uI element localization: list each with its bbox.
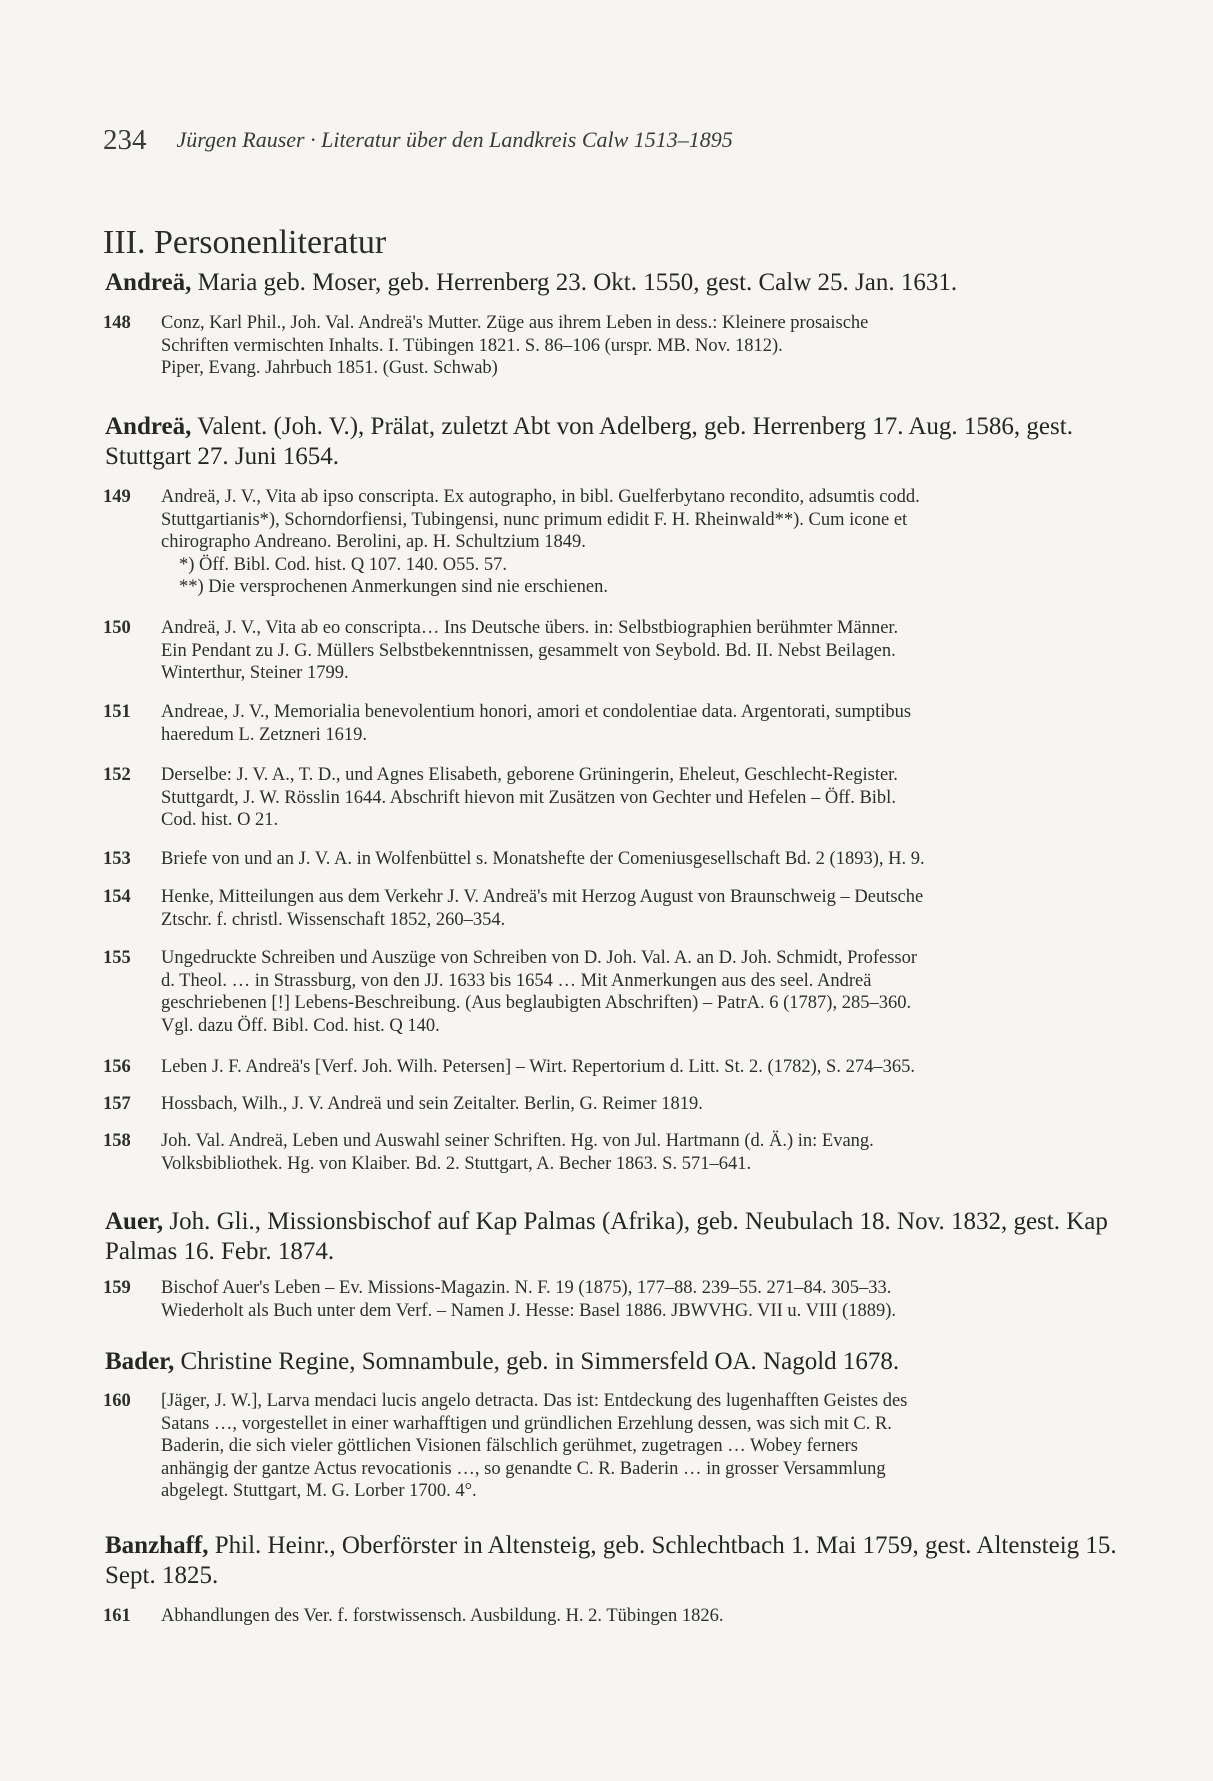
bibliography-entry — [103, 486, 1133, 599]
entry-line: Vgl. dazu Öff. Bibl. Cod. hist. Q 140. — [161, 1015, 440, 1036]
entry-line: anhängig der gantze Actus revocationis …, so genandte C. R. Baderin … in grosser Versammlung — [161, 1458, 886, 1479]
footnote: *) Öff. Bibl. Cod. hist. Q 107. 140. O55. 57. — [179, 554, 508, 575]
entry-number: 155 — [103, 948, 131, 968]
entry-line: Stuttgardt, J. W. Rösslin 1644. Abschrift hievon mit Zusätzen von Gechter und Hefelen – Öff. Bibl. — [161, 787, 896, 808]
entry-line: Volksbibliothek. Hg. von Klaiber. Bd. 2. Stuttgart, A. Becher 1863. S. 571–641. — [161, 1153, 752, 1174]
bibliography-entry — [103, 1056, 1133, 1079]
person-desc: Christine Regine, Somnambule, geb. in Simmersfeld OA. Nagold 1678. — [174, 1348, 900, 1375]
entry-line: Ein Pendant zu J. G. Müllers Selbstbekenntnissen, gesammelt von Seybold. Bd. II. Nebst Beilagen. — [161, 640, 896, 661]
person-heading — [105, 412, 1130, 472]
section-title: III. Personenliteratur — [103, 224, 387, 261]
entry-number: 160 — [103, 1391, 131, 1411]
entry-line: Wiederholt als Buch unter dem Verf. – Namen J. Hesse: Basel 1886. JBWVHG. VII u. VIII (1889). — [161, 1300, 896, 1321]
person-name: Auer, — [105, 1208, 164, 1235]
entry-line: Cod. hist. O 21. — [161, 810, 279, 830]
entry-line: Ungedruckte Schreiben und Auszüge von Schreiben von D. Joh. Val. A. an D. Joh. Schmidt, Professor — [161, 948, 917, 968]
entry-line: Derselbe: J. V. A., T. D., und Agnes Elisabeth, geborene Grüningerin, Eheleut, Geschlecht-Register. — [161, 765, 898, 785]
person-desc: Phil. Heinr., Oberförster in Altensteig, geb. Schlechtbach 1. Mai 1759, gest. Altensteig 15. Sept. 1825. — [105, 1532, 1117, 1589]
bibliography-entry — [103, 764, 1133, 832]
bibliography-entry — [103, 947, 1133, 1037]
footnote: **) Die versprochenen Anmerkungen sind nie erschienen. — [179, 577, 608, 597]
running-title: Jürgen Rauser · Literatur über den Landkreis Calw 1513–1895 — [176, 127, 733, 152]
entry-line: Henke, Mitteilungen aus dem Verkehr J. V. Andreä's mit Herzog August von Braunschweig – Deutsche — [161, 887, 924, 907]
person-desc: Maria geb. Moser, geb. Herrenberg 23. Okt. 1550, gest. Calw 25. Jan. 1631. — [191, 269, 958, 296]
entry-line: Joh. Val. Andreä, Leben und Auswahl seiner Schriften. Hg. von Jul. Hartmann (d. Ä.) in: Evang. — [161, 1131, 874, 1151]
entry-number: 157 — [103, 1094, 131, 1114]
entry-line: Satans …, vorgestellet in einer warhafftigen und gründlichen Erzehlung dessen, was sich mit C. R. — [161, 1413, 892, 1434]
entry-number: 153 — [103, 849, 131, 869]
entry-line: chirographo Andreano. Berolini, ap. H. Schultzium 1849. — [161, 532, 586, 552]
entry-line: Hossbach, Wilh., J. V. Andreä und sein Zeitalter. Berlin, G. Reimer 1819. — [161, 1094, 703, 1114]
person-name: Andreä, — [105, 269, 192, 296]
running-head — [103, 124, 733, 157]
entry-number: 159 — [103, 1278, 131, 1298]
person-name: Bader, — [105, 1348, 175, 1375]
entry-number: 149 — [103, 487, 131, 507]
person-name: Banzhaff, — [105, 1532, 209, 1559]
entry-number: 158 — [103, 1131, 131, 1151]
entry-line: Andreae, J. V., Memorialia benevolentium honori, amori et condolentiae data. Argentorati, sumptibus — [161, 702, 912, 722]
entry-line: geschriebenen [!] Lebens-Beschreibung. (Aus beglaubigten Abschriften) – PatrA. 6 (1787), 285–360. — [161, 993, 912, 1013]
bibliography-entry — [103, 701, 1133, 746]
entry-line: haeredum L. Zetzneri 1619. — [161, 724, 367, 745]
person-heading — [105, 1347, 1130, 1377]
bibliography-entry — [103, 848, 1133, 871]
entry-line: Winterthur, Steiner 1799. — [161, 663, 349, 683]
entry-number: 151 — [103, 702, 131, 722]
entry-line: Conz, Karl Phil., Joh. Val. Andreä's Mutter. Züge aus ihrem Leben in dess.: Kleinere prosaische — [161, 313, 869, 333]
entry-line: [Jäger, J. W.], Larva mendaci lucis angelo detracta. Das ist: Entdeckung des lugenhafften Geistes des — [161, 1391, 908, 1411]
person-desc: Valent. (Joh. V.), Prälat, zuletzt Abt von Adelberg, geb. Herrenberg 17. Aug. 1586, gest. Stuttgart 27. Juni 1654. — [105, 413, 1073, 470]
bibliography-entry — [103, 1390, 1133, 1503]
entry-line: Piper, Evang. Jahrbuch 1851. (Gust. Schwab) — [161, 358, 498, 378]
entry-number: 156 — [103, 1057, 131, 1077]
entry-line: d. Theol. … in Strassburg, von den JJ. 1633 bis 1654 … Mit Anmerkungen aus des seel. Andreä — [161, 970, 872, 991]
person-name: Andreä, — [105, 413, 192, 440]
entry-number: 148 — [103, 313, 131, 333]
entry-line: Stuttgartianis*), Schorndorfiensi, Tubingensi, nunc primum edidit F. H. Rheinwald**). Cum icone et — [161, 509, 908, 530]
entry-number: 150 — [103, 618, 131, 638]
entry-line: Leben J. F. Andreä's [Verf. Joh. Wilh. Petersen] – Wirt. Repertorium d. Litt. St. 2. (1782), S. 274–365. — [161, 1057, 915, 1077]
entry-number: 152 — [103, 765, 131, 785]
person-heading — [105, 1207, 1130, 1267]
bibliography-entry — [103, 1605, 1133, 1628]
entry-line: Briefe von und an J. V. A. in Wolfenbüttel s. Monatshefte der Comeniusgesellschaft Bd. 2 (1893), H. 9. — [161, 849, 925, 869]
entry-number: 154 — [103, 887, 131, 907]
bibliography-entry — [103, 886, 1133, 931]
person-heading — [105, 268, 1130, 298]
bibliography-entry — [103, 1093, 1133, 1116]
entry-line: Ztschr. f. christl. Wissenschaft 1852, 260–354. — [161, 909, 506, 930]
entry-line: abgelegt. Stuttgart, M. G. Lorber 1700. 4°. — [161, 1481, 477, 1501]
bibliography-entry — [103, 1277, 1133, 1322]
bibliography-entry — [103, 1130, 1133, 1175]
entry-line: Andreä, J. V., Vita ab eo conscripta… Ins Deutsche übers. in: Selbstbiographien berühmter Männer. — [161, 618, 899, 638]
entry-line: Schriften vermischten Inhalts. I. Tübingen 1821. S. 86–106 (urspr. MB. Nov. 1812). — [161, 335, 783, 356]
person-desc: Joh. Gli., Missionsbischof auf Kap Palmas (Afrika), geb. Neubulach 18. Nov. 1832, gest. Kap Palmas 16. Febr. 1874. — [105, 1208, 1108, 1265]
bibliography-entry — [103, 617, 1133, 685]
bibliography-entry — [103, 312, 1133, 380]
person-heading — [105, 1531, 1130, 1591]
page-number: 234 — [103, 124, 147, 156]
entry-line: Andreä, J. V., Vita ab ipso conscripta. Ex autographo, in bibl. Guelferbytano recondito, adsumtis codd. — [161, 487, 920, 507]
entry-line: Baderin, die sich vieler göttlichen Visionen fälschlich gerühmet, zugetragen … Wobey ferners — [161, 1436, 858, 1456]
entry-number: 161 — [103, 1606, 131, 1626]
entry-line: Abhandlungen des Ver. f. forstwissensch. Ausbildung. H. 2. Tübingen 1826. — [161, 1606, 724, 1626]
entry-line: Bischof Auer's Leben – Ev. Missions-Magazin. N. F. 19 (1875), 177–88. 239–55. 271–84. 305–33. — [161, 1278, 892, 1298]
